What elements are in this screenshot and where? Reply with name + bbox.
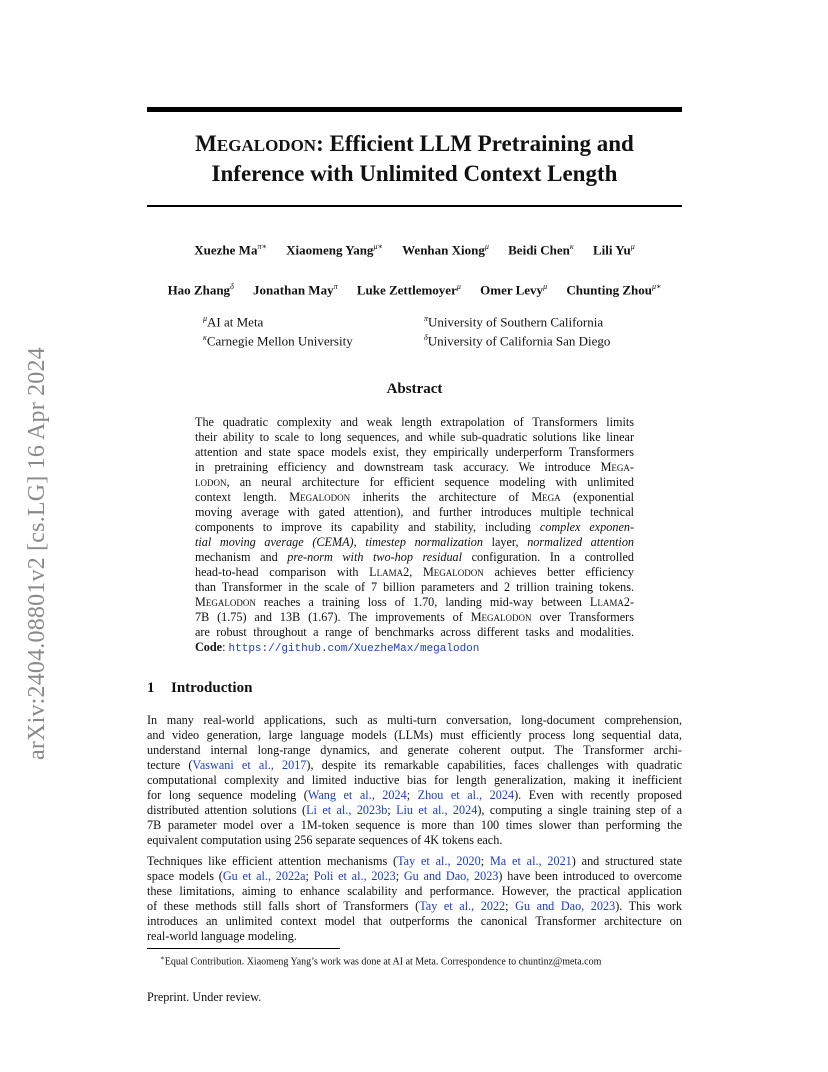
code-label: Code — [195, 640, 223, 654]
citation-link[interactable]: Gu and Dao, 2023 — [515, 899, 616, 913]
title-top-rule — [147, 107, 682, 112]
arxiv-identifier: arXiv:2404.08801v2 [cs.LG] 16 Apr 2024 — [24, 347, 50, 760]
authors-row-2 — [147, 282, 682, 298]
author: Beidi Chen$^\kappa$ — [508, 242, 574, 258]
citation-link[interactable]: Zhou et al., 2024 — [417, 788, 515, 802]
code-repository-link[interactable]: https://github.com/XuezheMax/megalodon — [228, 643, 480, 655]
citation-link[interactable]: Poli et al., 2023 — [313, 869, 396, 883]
title-bottom-rule — [147, 205, 682, 207]
affiliations-right — [424, 311, 610, 350]
intro-paragraph-2: Techniques like efficient attention mechanisms (Tay et al., 2020; Ma et al., 2021) and structured state space models (Gu et al., 2022a; Poli et al., 2023; Gu and Dao, 2023) have been introduced to overcome these limitations, aiming to enhance scalability and performance. However, the practical application of these methods still falls short of Transformers (Tay et al., 2022; Gu and Dao, 2023). This work introduces an unlimited context model that outperforms the canonical Transformer architecture on real-world language modeling. — [147, 854, 682, 943]
author: Hao Zhang$^\delta$ — [167, 282, 234, 298]
citation-link[interactable]: Tay et al., 2020 — [397, 854, 481, 868]
affiliation: $^\pi$University of Southern California — [424, 314, 604, 330]
author: Jonathan May$^\pi$ — [253, 282, 338, 298]
affiliations-left — [203, 311, 353, 350]
preprint-notice: Preprint. Under review. — [147, 990, 262, 1004]
author: Chunting Zhou$^{\mu∗}$ — [566, 282, 662, 298]
intro-paragraph-1: In many real-world applications, such as multi-turn conversation, long-document comprehension, and video generation, large language models (LLMs) must efficiently process long sequential data, understand internal long-range dynamics, and generate coherent output. The Transformer archi- tecture (Vaswani et al., 2017), despite its remarkable capabilities, faces challenges with quadratic computational complexity and limited inductive bias for length generalization, making it inefficient for long sequence modeling (Wang et al., 2024; Zhou et al., 2024). Even with recently proposed distributed attention solutions (Li et al., 2023b; Liu et al., 2024), computing a single training step of a 7B parameter model over a 1M-token sequence is more than 100 times slower than performing the equivalent computation using 256 separate sequences of 4K tokens each. — [147, 713, 683, 847]
author: Luke Zettlemoyer$^\mu$ — [356, 282, 461, 298]
author: Omer Levy$^\mu$ — [480, 282, 548, 298]
footnote: ∗Equal Contribution. Xiaomeng Yang’s work was done at AI at Meta. Correspondence to chuntinz@meta.com — [160, 954, 602, 968]
section-heading-introduction: 1 Introduction — [147, 680, 253, 696]
author: Xiaomeng Yang$^{\mu∗}$ — [286, 242, 383, 258]
title-name-initial: M — [195, 131, 217, 156]
affiliation: $^\delta$University of California San Diego — [424, 333, 611, 349]
author: Xuezhe $Ma^{\pi∗}$ — [194, 242, 267, 258]
citation-link[interactable]: Ma et al., 2021 — [489, 854, 572, 868]
citation-link[interactable]: Li et al., 2023b — [306, 803, 388, 817]
title-name-rest: EGALODON — [216, 136, 317, 155]
affiliation: $^\kappa$Carnegie Mellon University — [203, 333, 353, 349]
title-line1: : Efficient LLM Pretraining and — [316, 131, 634, 156]
citation-link[interactable]: Tay et al., 2022 — [419, 899, 506, 913]
affiliation: $^\mu$AI at Meta — [203, 314, 264, 330]
footnote-rule — [147, 948, 340, 949]
citation-link[interactable]: Liu et al., 2024 — [396, 803, 478, 817]
abstract-text: The quadratic complexity and weak length extrapolation of Transformers limits their ability to scale to long sequences, and while sub-quadratic solutions like linear attention and state space models exist, they empirically underperform Transformers in pretraining efficiency and downstream task accuracy. We introduce Mega- lodon, an neural architecture for efficient sequence modeling with unlimited context length. Megalodon inherits the architecture of Mega (exponential moving average with gated attention), and further introduces multiple technical components to improve its capability and stability, including complex exponen- tial moving average (CEMA), timestep normalization layer, normalized attention mechanism and pre-norm with two-hop residual configuration. In a controlled head-to-head comparison with Llama2, Megalodon achieves better efficiency than Transformer in the scale of 7 billion parameters and 2 trillion training tokens. Megalodon reaches a training loss of 1.70, landing mid-way between Llama2- 7B (1.75) and 13B (1.67). The improvements of Megalodon over Transformers are robust throughout a range of benchmarks across different tasks and modalities. Code: https://github.com/XuezheMax/megalodon — [195, 415, 635, 655]
abstract-heading: Abstract — [386, 381, 443, 397]
author: Lili $Yu^\mu$ — [593, 242, 635, 258]
paper-title — [147, 130, 682, 188]
title-line2: Inference with Unlimited Context Length — [211, 161, 618, 186]
authors-row-1 — [147, 242, 682, 258]
citation-link[interactable]: Gu and Dao, 2023 — [403, 869, 499, 883]
citation-link[interactable]: Vaswani et al., 2017 — [192, 758, 307, 772]
author: Wenhan Xiong$^\mu$ — [402, 242, 489, 258]
citation-link[interactable]: Gu et al., 2022a — [222, 869, 306, 883]
citation-link[interactable]: Wang et al., 2024 — [307, 788, 407, 802]
